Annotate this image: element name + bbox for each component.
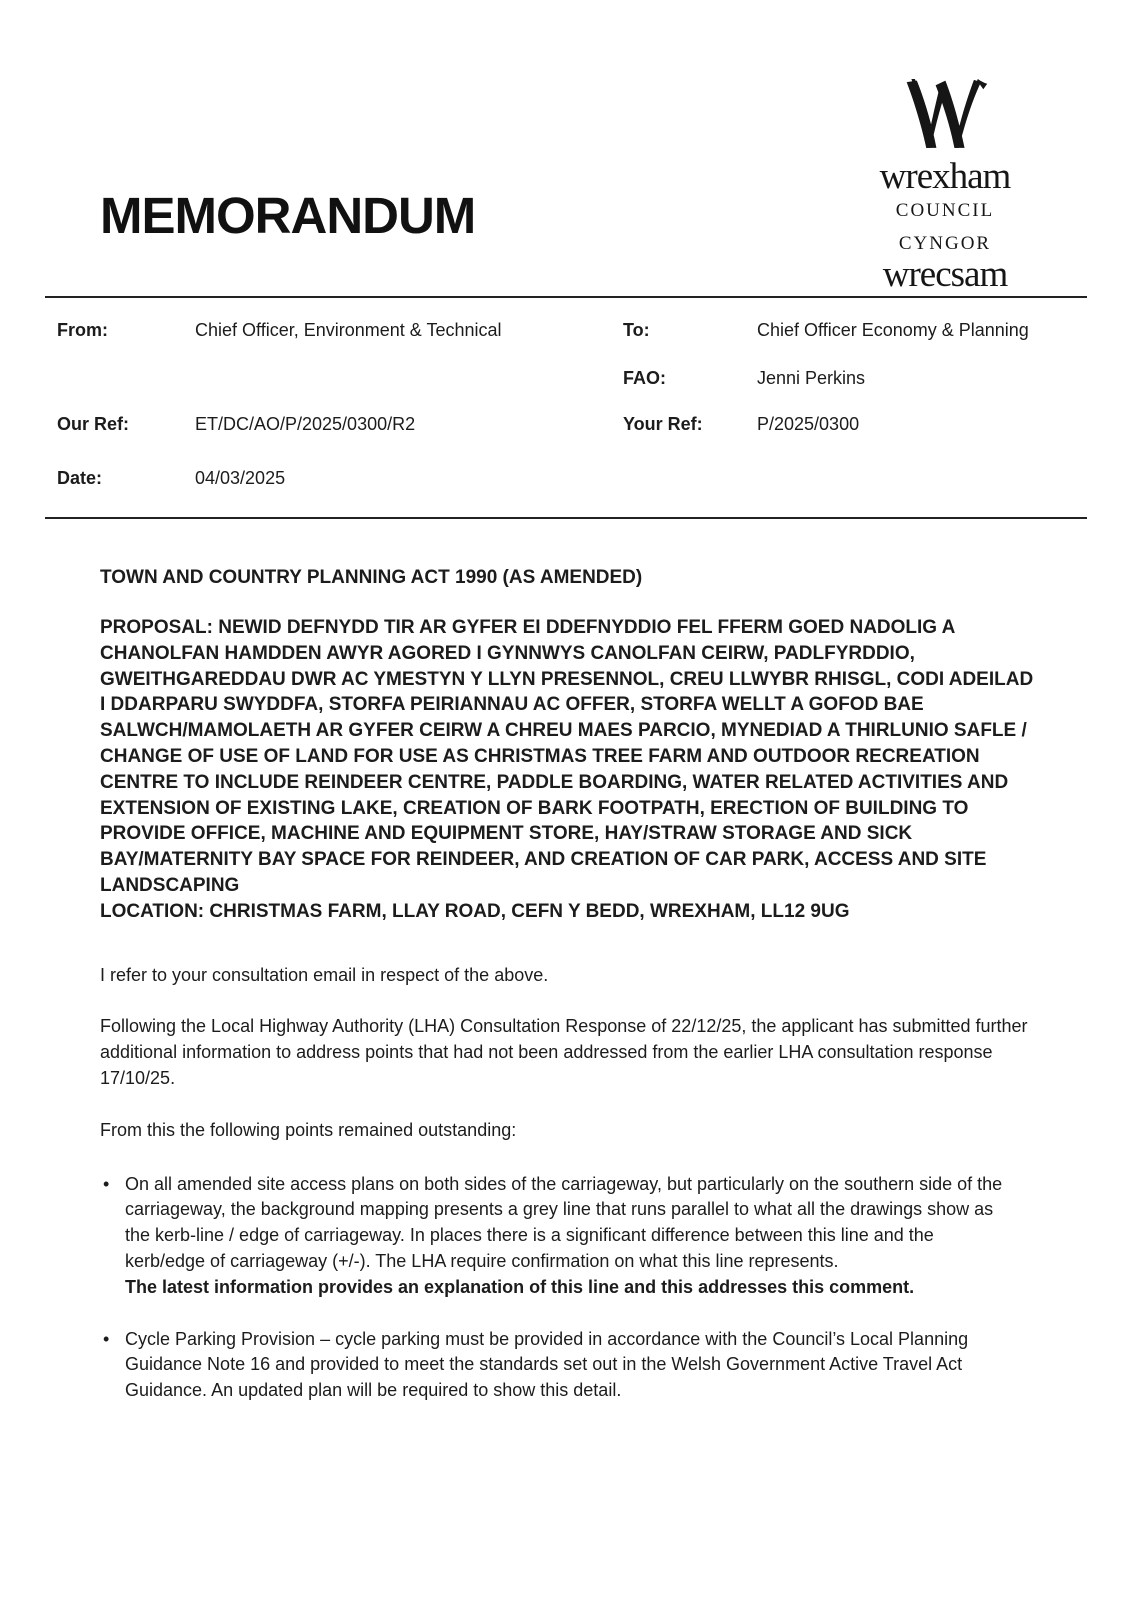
- bullet-text: Cycle Parking Provision – cycle parking must be provided in accordance with the Council’s Local Planning Guidance Note 16 and provided to meet the standards set out in the Welsh Government Active Travel Act Guidance. An updated plan will be required to show this detail.: [125, 1328, 969, 1401]
- logo-council-text: COUNCIL: [895, 200, 995, 221]
- wrexham-w-icon: [902, 78, 988, 152]
- council-logo: [845, 78, 1045, 293]
- logo-wrexham-text: wrexham: [879, 156, 1011, 197]
- bullet-item-cycle-parking: [125, 1327, 1017, 1404]
- date-label: Date:: [57, 468, 103, 488]
- bottom-divider: [45, 517, 1087, 519]
- act-heading: TOWN AND COUNTRY PLANNING ACT 1990 (AS AMENDED): [100, 567, 643, 588]
- to-label: To:: [623, 320, 650, 340]
- your-ref-value: P/2025/0300: [757, 414, 860, 434]
- proposal-block: [100, 615, 1037, 925]
- followup-paragraph: Following the Local Highway Authority (LHA) Consultation Response of 22/12/25, the applicant has submitted further additional information to address points that had not been addressed from the earlier LHA consultation response 17/10/25.: [100, 1016, 1028, 1088]
- outstanding-points-list: [100, 1172, 1017, 1404]
- location-text: LOCATION: CHRISTMAS FARM, LLAY ROAD, CEFN Y BEDD, WREXHAM, LL12 9UG: [100, 900, 850, 922]
- top-divider: [45, 296, 1087, 298]
- our-ref-value: ET/DC/AO/P/2025/0300/R2: [195, 414, 416, 434]
- memo-body: [100, 565, 1037, 1430]
- fao-label: FAO:: [623, 368, 666, 388]
- our-ref-label: Our Ref:: [57, 414, 129, 434]
- fao-value: Jenni Perkins: [757, 368, 866, 388]
- logo-cyngor-text: CYNGOR: [898, 233, 992, 254]
- proposal-text: PROPOSAL: NEWID DEFNYDD TIR AR GYFER EI DDEFNYDDIO FEL FFERM GOED NADOLIG A CHANOLFAN HAMDDEN AWYR AGORED I GYNNWYS CANOLFAN CEIRW, PADLFYRDDIO, GWEITHGAREDDAU DWR AC YMESTYN Y LLYN PRESENNOL, CREU LLWYBR RHISGL, CODI ADEILAD I DDARPARU SWYDDFA, STORFA PEIRIANNAU AC OFFER, STORFA WELLT A GOFOD BAE SALWCH/MAMOLAETH AR GYFER CEIRW A CHREU MAES PARCIO, MYNEDIAD A THIRLUNIO SAFLE / CHANGE OF USE OF LAND FOR USE AS CHRISTMAS TREE FARM AND OUTDOOR RECREATION CENTRE TO INCLUDE REINDEER CENTRE, PADDLE BOARDING, WATER RELATED ACTIVITIES AND EXTENSION OF EXISTING LAKE, CREATION OF BARK FOOTPATH, ERECTION OF BUILDING TO PROVIDE OFFICE, MACHINE AND EQUIPMENT STORE, HAY/STRAW STORAGE AND SICK BAY/MATERNITY BAY SPACE FOR REINDEER, AND CREATION OF CAR PARK, ACCESS AND SITE LANDSCAPING: [100, 617, 1034, 896]
- date-value: 04/03/2025: [195, 468, 286, 488]
- bullet-bold-note: The latest information provides an explanation of this line and this addresses this comment.: [125, 1276, 915, 1297]
- outstanding-paragraph: From this the following points remained outstanding:: [100, 1119, 517, 1140]
- bullet-text: On all amended site access plans on both sides of the carriageway, but particularly on the southern side of the carriageway, the background mapping presents a grey line that runs parallel to what all the drawings show as the kerb-line / edge of carriageway. In places there is a significant difference between this line and the kerb/edge of carriageway (+/-). The LHA require confirmation on what this line represents.: [125, 1173, 1003, 1271]
- from-value: Chief Officer, Environment & Technical: [195, 320, 502, 340]
- logo-wrecsam-text: wrecsam: [882, 254, 1008, 295]
- intro-paragraph: I refer to your consultation email in respect of the above.: [100, 964, 549, 985]
- page-title: MEMORANDUM: [100, 187, 476, 244]
- from-label: From:: [57, 320, 108, 340]
- bullet-item-grey-line: [125, 1172, 1017, 1301]
- your-ref-label: Your Ref:: [623, 414, 703, 434]
- to-value: Chief Officer Economy & Planning: [757, 320, 1029, 340]
